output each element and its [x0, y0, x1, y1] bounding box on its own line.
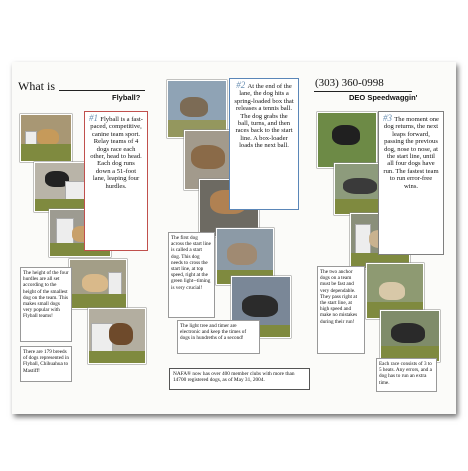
step-2-text: At the end of the lane, the dog hits a spring-loaded box that releases a tennis ball. The dog grabs the ball, turns, and then races back to the start line. A box-loader loads the next ball.	[234, 83, 294, 150]
header-team-name: DEO Speedwaggin'	[349, 93, 418, 102]
step-3-box	[378, 111, 444, 255]
info-nafa: NAFA® now has over 400 member clubs with more than 14700 registered dogs, as of May 31, 2004.	[169, 368, 310, 390]
info-lights: The light tree and timer are electronic and keep the times of dogs in hundreths of a second!	[177, 320, 260, 354]
step-1-number: #1	[89, 113, 101, 123]
step-1-text: Flyball is a fast-paced, competitive, canine team sport. Relay teams of 4 dogs race each other, head to head. Each dog runs down a 51-foot lane, leaping four hurdles.	[90, 116, 143, 190]
photo-pass-5	[380, 310, 440, 362]
info-hurdles: The height of the four hurdles are all set according to the height of the smallest dog on the team. This makes small dogs very popular with Flyball teams!	[20, 267, 72, 342]
step-2-number: #2	[236, 80, 248, 90]
info-breeds: There are 179 breeds of dogs represented in Flyball, Chihuahua to Mastiff!	[20, 346, 72, 382]
info-anchor-dogs: The two anchor dogs on a team must be fast and very dependable. They pass right at the start line, at high speed and make no mistakes during their run!	[317, 266, 365, 354]
info-heats: Each race consists of 3 to 5 heats. Any errors, and a dog has to run an extra time.	[376, 358, 437, 392]
step-2-box	[229, 78, 299, 210]
header-flyball: Flyball?	[112, 93, 141, 102]
header-rule-left	[59, 90, 145, 91]
step-1-box	[84, 111, 148, 251]
info-start-dog: The first dog across the start line is called a start dog. This dog needs to cross the start line, at top speed, right at the green light--timing is very crucial!	[168, 232, 215, 318]
header-phone: (303) 360-0998	[315, 77, 384, 89]
step-3-text: The moment one dog returns, the next leaps forward, passing the previous dog, nose to nose, at the start line, until all four dogs have run. The fastest team to run error-free wins.	[383, 116, 439, 190]
photo-dog-5	[88, 308, 146, 364]
brochure-sheet	[12, 62, 456, 414]
photo-dog-1	[20, 114, 72, 162]
header-rule-right	[314, 91, 412, 92]
step-3-number: #3	[383, 113, 395, 123]
photo-pass-1	[317, 112, 377, 168]
header-what-is: What is	[18, 79, 55, 93]
photo-dog-4	[69, 259, 127, 309]
